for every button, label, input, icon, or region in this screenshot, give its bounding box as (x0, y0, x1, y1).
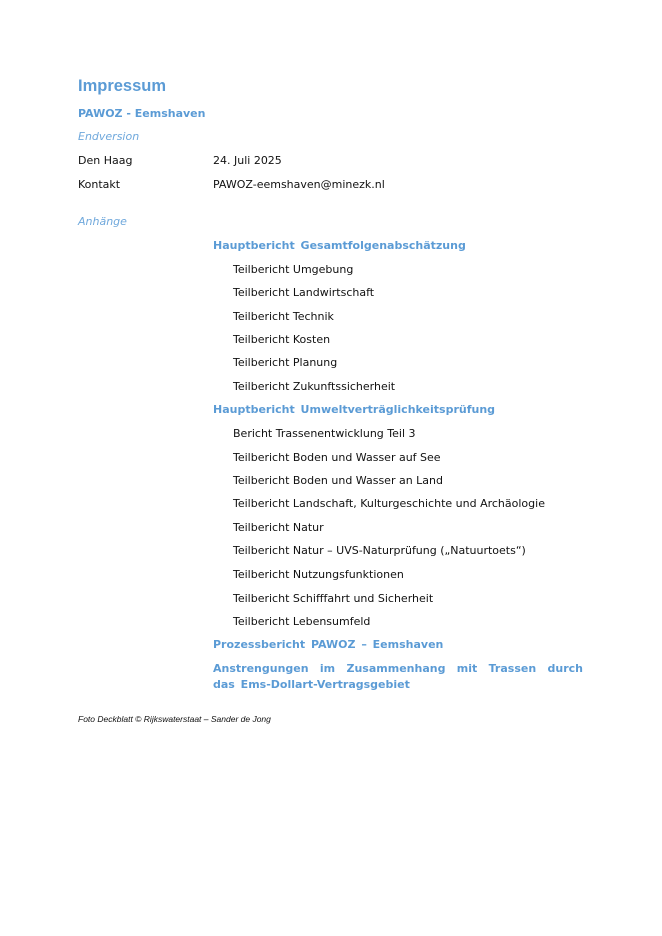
appendix-uvp-item: Teilbericht Boden und Wasser auf See (233, 451, 441, 464)
appendix-uvp-item: Bericht Trassenentwicklung Teil 3 (233, 427, 416, 440)
date-value: 24. Juli 2025 (213, 154, 282, 167)
appendix-process-title: Prozessbericht PAWOZ – Eemshaven (213, 638, 444, 651)
contact-email[interactable]: PAWOZ-eemshaven@minezk.nl (213, 178, 385, 191)
appendix-gfa-title: Hauptbericht Gesamtfolgenabschätzung (213, 239, 466, 252)
appendix-uvp-item: Teilbericht Natur – UVS-Naturprüfung („Natuurtoets“) (233, 544, 526, 557)
appendix-uvp-item: Teilbericht Landschaft, Kulturgeschichte und Archäologie (233, 497, 545, 510)
appendix-uvp-item: Teilbericht Nutzungsfunktionen (233, 568, 404, 581)
project-name: PAWOZ - Eemshaven (78, 107, 206, 120)
appendix-gfa-item: Teilbericht Umgebung (233, 263, 354, 276)
appendix-uvp-title: Hauptbericht Umweltverträglichkeitsprüfung (213, 403, 496, 416)
contact-label: Kontakt (78, 178, 121, 191)
appendix-label: Anhänge (78, 215, 127, 228)
place-label: Den Haag (78, 154, 133, 167)
appendix-gfa-item: Teilbericht Kosten (233, 333, 331, 346)
photo-credit: Foto Deckblatt © Rijkswaterstaat – Sander de Jong (78, 714, 271, 724)
appendix-uvp-item: Teilbericht Natur (233, 521, 324, 534)
appendix-efforts-title: Anstrengungen im Zusammenhang mit Trassen durch das Ems-Dollart-Vertragsgebiet (213, 662, 583, 691)
appendix-gfa-item: Teilbericht Planung (233, 356, 338, 369)
appendix-gfa-item: Teilbericht Zukunftssicherheit (233, 380, 396, 393)
appendix-gfa-item: Teilbericht Landwirtschaft (233, 286, 375, 299)
page-title: Impressum (78, 77, 167, 95)
appendix-uvp-item: Teilbericht Boden und Wasser an Land (233, 474, 443, 487)
appendix-gfa-item: Teilbericht Technik (233, 310, 334, 323)
appendix-uvp-item: Teilbericht Lebensumfeld (233, 615, 371, 628)
version-label: Endversion (78, 130, 140, 143)
appendix-uvp-item: Teilbericht Schifffahrt und Sicherheit (233, 592, 434, 605)
